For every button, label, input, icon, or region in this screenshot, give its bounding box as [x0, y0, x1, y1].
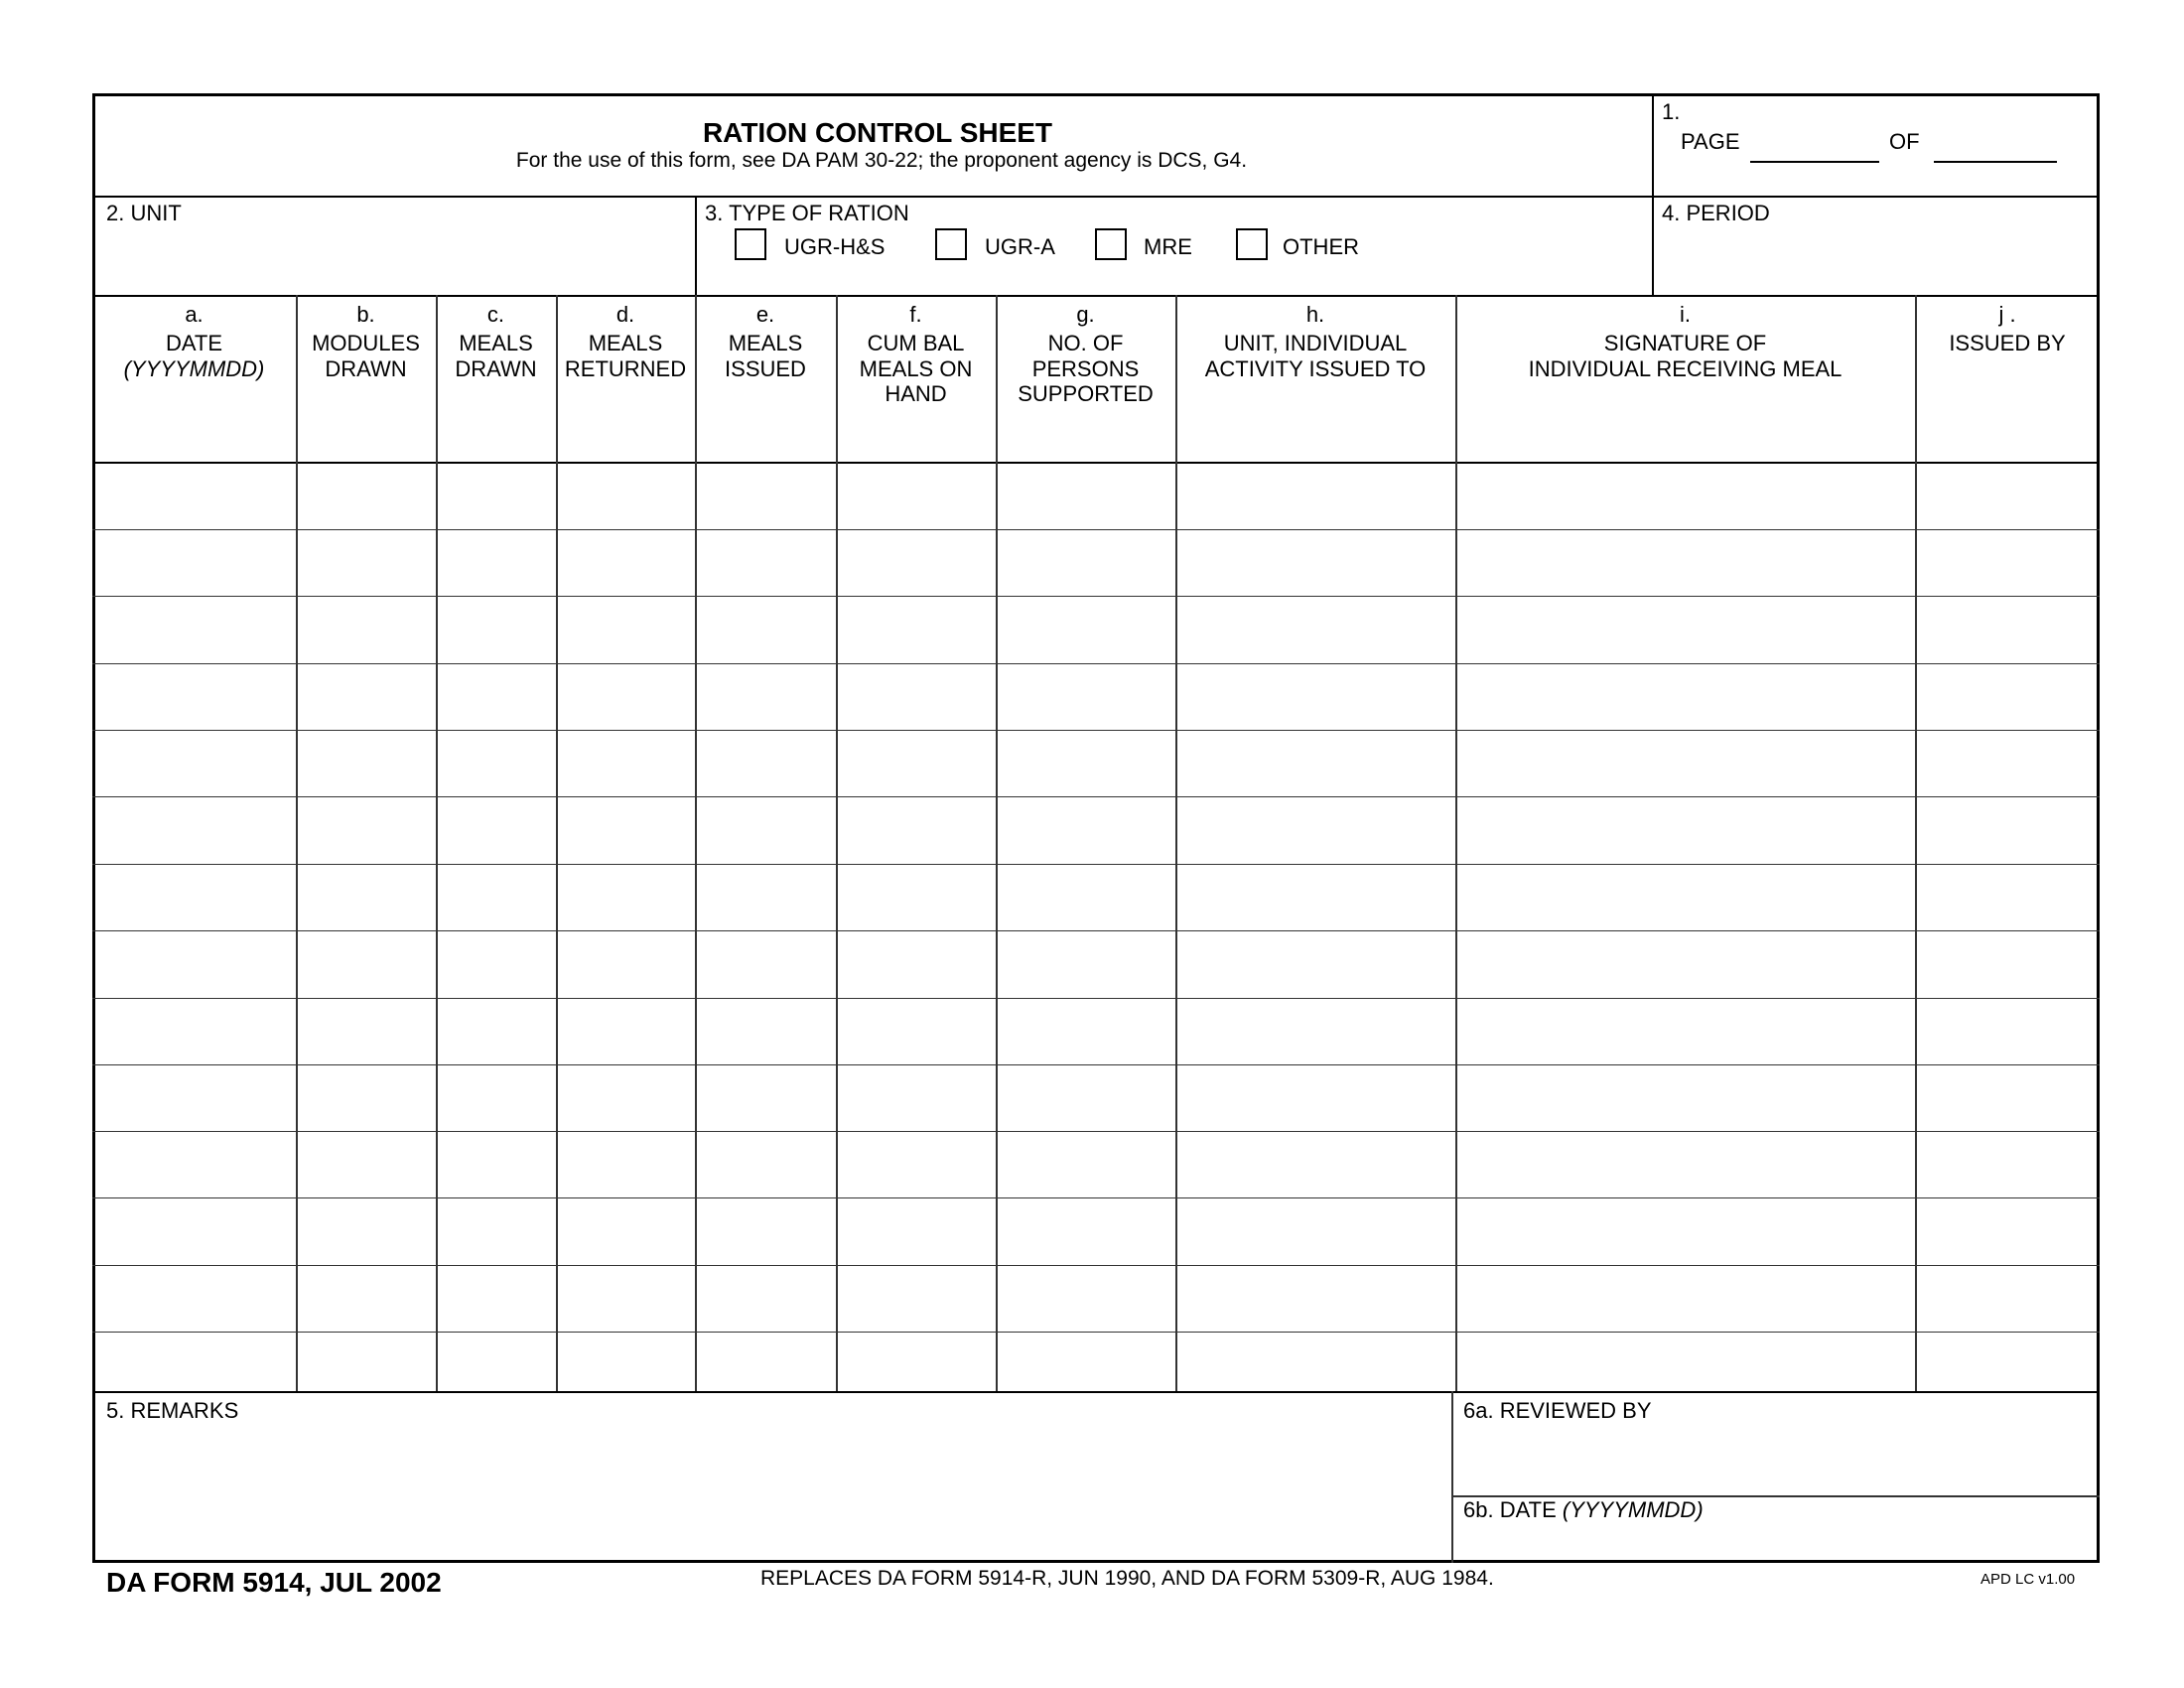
table-cell[interactable] [999, 1067, 1172, 1128]
table-cell[interactable] [698, 933, 833, 995]
table-cell[interactable] [559, 1001, 692, 1061]
table-cell[interactable] [999, 1335, 1172, 1388]
table-cell[interactable] [95, 733, 293, 793]
table-cell[interactable] [439, 867, 553, 927]
table-cell[interactable] [559, 933, 692, 995]
ugr-hs-label: UGR-H&S [784, 234, 886, 259]
table-cell[interactable] [1918, 1335, 2097, 1388]
table-cell[interactable] [1178, 465, 1452, 526]
table-cell[interactable] [999, 666, 1172, 727]
table-cell[interactable] [1918, 1268, 2097, 1329]
mre-label: MRE [1144, 234, 1192, 259]
table-cell[interactable] [1918, 465, 2097, 526]
remarks-field[interactable] [95, 1430, 1447, 1559]
column-letter: f. [909, 302, 922, 327]
table-cell[interactable] [999, 733, 1172, 793]
column-title-line: MEALS [728, 331, 803, 356]
column-title-line: SIGNATURE OF [1603, 331, 1767, 356]
column-title-line: MEALS [459, 331, 533, 356]
table-cell[interactable] [698, 1335, 833, 1388]
table-cell[interactable] [95, 1134, 293, 1195]
review-date-field[interactable] [1455, 1527, 2096, 1559]
column-letter: i. [1680, 302, 1691, 327]
table-cell[interactable] [698, 1200, 833, 1262]
table-cell[interactable] [1918, 666, 2097, 727]
column-letter: d. [615, 302, 635, 327]
table-cell[interactable] [1918, 799, 2097, 861]
table-cell[interactable] [1458, 666, 1912, 727]
table-cell[interactable] [1178, 1200, 1452, 1262]
column-title-line: ISSUED [725, 355, 806, 381]
table-cell[interactable] [299, 867, 433, 927]
table-cell[interactable] [95, 867, 293, 927]
table-cell[interactable] [839, 1067, 993, 1128]
table-cell[interactable] [1458, 799, 1912, 861]
column-header [1205, 302, 1427, 381]
table-cell[interactable] [299, 1200, 433, 1262]
table-cell[interactable] [999, 933, 1172, 995]
table-cell[interactable] [95, 465, 293, 526]
table-cell[interactable] [1458, 532, 1912, 593]
table-cell[interactable] [299, 532, 433, 593]
table-cell[interactable] [439, 1335, 553, 1388]
type-of-ration-label: 3. TYPE OF RATION [705, 201, 909, 225]
unit-type-divider [695, 196, 697, 295]
table-cell[interactable] [999, 1268, 1172, 1329]
table-cell[interactable] [559, 799, 692, 861]
column-line [836, 295, 838, 1391]
table-cell[interactable] [299, 1001, 433, 1061]
column-header [725, 302, 806, 381]
table-cell[interactable] [1458, 933, 1912, 995]
other-label: OTHER [1283, 234, 1359, 259]
table-cell[interactable] [1178, 532, 1452, 593]
table-cell[interactable] [1178, 1001, 1452, 1061]
review-date-text: 6b. DATE [1463, 1497, 1557, 1522]
table-cell[interactable] [1178, 799, 1452, 861]
column-header [1529, 302, 1843, 381]
version-label: APD LC v1.00 [1980, 1571, 2076, 1588]
table-cell[interactable] [559, 867, 692, 927]
column-line [1455, 295, 1457, 1391]
column-title-line: MEALS [588, 331, 663, 356]
table-cell[interactable] [1458, 1001, 1912, 1061]
table-cell[interactable] [1918, 532, 2097, 593]
table-cell[interactable] [839, 1268, 993, 1329]
column-letter: a. [185, 302, 204, 327]
table-cell[interactable] [299, 933, 433, 995]
table-cell[interactable] [839, 933, 993, 995]
row-line [92, 998, 2100, 999]
table-cell[interactable] [439, 599, 553, 660]
row-line [92, 1332, 2100, 1333]
column-header [455, 302, 536, 381]
table-cell[interactable] [1458, 1067, 1912, 1128]
table-cell[interactable] [299, 1335, 433, 1388]
table-cell[interactable] [698, 799, 833, 861]
table-cell[interactable] [698, 733, 833, 793]
table-cell[interactable] [439, 465, 553, 526]
table-cell[interactable] [1918, 1001, 2097, 1061]
table-cell[interactable] [559, 666, 692, 727]
row-line [92, 596, 2100, 597]
table-cell[interactable] [1918, 599, 2097, 660]
row-line [92, 1197, 2100, 1198]
row-line [92, 864, 2100, 865]
table-cell[interactable] [839, 599, 993, 660]
column-header [124, 302, 265, 381]
table-cell[interactable] [839, 1200, 993, 1262]
column-title-line: MEALS ON [859, 355, 973, 381]
table-cell[interactable] [559, 1335, 692, 1388]
ugr-a-label: UGR-A [985, 234, 1055, 259]
column-header [1018, 302, 1154, 406]
table-cell[interactable] [95, 933, 293, 995]
table-cell[interactable] [1178, 1134, 1452, 1195]
form-id: DA FORM 5914, JUL 2002 [106, 1567, 442, 1598]
column-letter: e. [755, 302, 775, 327]
table-cell[interactable] [1918, 867, 2097, 927]
column-title-line: ACTIVITY ISSUED TO [1204, 355, 1427, 381]
table-cell[interactable] [439, 1067, 553, 1128]
table-cell[interactable] [999, 1200, 1172, 1262]
table-cell[interactable] [299, 1268, 433, 1329]
table-cell[interactable] [1178, 733, 1452, 793]
column-line [556, 295, 558, 1391]
table-cell[interactable] [559, 1268, 692, 1329]
table-cell[interactable] [1458, 733, 1912, 793]
table-cell[interactable] [559, 1200, 692, 1262]
table-cell[interactable] [95, 599, 293, 660]
table-cell[interactable] [95, 666, 293, 727]
table-cell[interactable] [999, 1134, 1172, 1195]
review-date-label [1463, 1497, 1704, 1522]
table-cell[interactable] [999, 799, 1172, 861]
table-cell[interactable] [1918, 1134, 2097, 1195]
table-cell[interactable] [95, 1335, 293, 1388]
remarks-label: 5. REMARKS [106, 1398, 239, 1423]
table-cell[interactable] [1178, 599, 1452, 660]
table-cell[interactable] [95, 1200, 293, 1262]
table-cell[interactable] [439, 933, 553, 995]
column-header [312, 302, 420, 381]
column-letter: g. [1076, 302, 1095, 327]
table-cell[interactable] [439, 733, 553, 793]
table-cell[interactable] [299, 1134, 433, 1195]
table-cell[interactable] [95, 1268, 293, 1329]
reviewed-by-label: 6a. REVIEWED BY [1463, 1398, 1652, 1423]
table-cell[interactable] [439, 666, 553, 727]
table-cell[interactable] [839, 532, 993, 593]
row-line [92, 529, 2100, 530]
replaces-note: REPLACES DA FORM 5914-R, JUN 1990, AND DA FORM 5309-R, AUG 1984. [760, 1567, 1494, 1590]
column-letter: h. [1305, 302, 1325, 327]
table-cell[interactable] [1458, 867, 1912, 927]
row-line [92, 663, 2100, 664]
table-cell[interactable] [559, 1134, 692, 1195]
table-cell[interactable] [439, 532, 553, 593]
ugr-a-checkbox[interactable] [935, 228, 967, 260]
column-line [695, 295, 697, 1391]
table-cell[interactable] [1178, 867, 1452, 927]
table-cell[interactable] [839, 1134, 993, 1195]
reviewed-by-field[interactable] [1455, 1430, 2096, 1493]
column-title-line: NO. OF [1047, 331, 1124, 356]
column-header [1949, 302, 2065, 356]
table-cell[interactable] [839, 465, 993, 526]
table-cell[interactable] [1458, 465, 1912, 526]
table-cell[interactable] [698, 867, 833, 927]
table-cell[interactable] [839, 666, 993, 727]
column-title-line: INDIVIDUAL RECEIVING MEAL [1528, 355, 1843, 381]
table-cell[interactable] [999, 532, 1172, 593]
column-header [565, 302, 686, 381]
column-line [296, 295, 298, 1391]
table-cell[interactable] [698, 599, 833, 660]
column-title-line: MODULES [312, 331, 420, 356]
table-cell[interactable] [439, 1268, 553, 1329]
table-cell[interactable] [559, 733, 692, 793]
table-cell[interactable] [1458, 1200, 1912, 1262]
page-field-number: 1. [1662, 99, 1681, 124]
table-cell[interactable] [698, 1134, 833, 1195]
table-cell[interactable] [439, 1200, 553, 1262]
table-cell[interactable] [999, 599, 1172, 660]
column-line [1915, 295, 1917, 1391]
table-cell[interactable] [698, 532, 833, 593]
table-cell[interactable] [839, 867, 993, 927]
table-cell[interactable] [1918, 1200, 2097, 1262]
table-cell[interactable] [559, 1067, 692, 1128]
column-header-divider [92, 462, 2100, 464]
table-cell[interactable] [698, 1001, 833, 1061]
table-cell[interactable] [1458, 1134, 1912, 1195]
column-title-line: PERSONS [1031, 355, 1140, 381]
column-title-line: HAND [885, 380, 947, 406]
table-cell[interactable] [698, 465, 833, 526]
column-title-line: DATE [165, 331, 223, 356]
page-number-field[interactable] [1750, 161, 1879, 163]
table-cell[interactable] [1178, 1268, 1452, 1329]
column-line [1175, 295, 1177, 1391]
table-cell[interactable] [698, 1268, 833, 1329]
table-cell[interactable] [999, 465, 1172, 526]
row-line [92, 1265, 2100, 1266]
table-bottom-divider [92, 1391, 2100, 1393]
table-cell[interactable] [999, 867, 1172, 927]
table-cell[interactable] [439, 1001, 553, 1061]
table-cell[interactable] [95, 532, 293, 593]
page-label: PAGE [1681, 129, 1740, 154]
column-title-line: ISSUED BY [1949, 331, 2066, 356]
table-cell[interactable] [299, 599, 433, 660]
table-cell[interactable] [839, 1335, 993, 1388]
form-title: RATION CONTROL SHEET [702, 117, 1053, 148]
row-line [92, 796, 2100, 797]
column-title-line: RETURNED [564, 355, 687, 381]
table-cell[interactable] [299, 1067, 433, 1128]
column-title-line: UNIT, INDIVIDUAL [1223, 331, 1408, 356]
unit-field[interactable] [95, 230, 691, 292]
table-cell[interactable] [1178, 933, 1452, 995]
period-field[interactable] [1656, 230, 2093, 292]
row-line [92, 1131, 2100, 1132]
table-cell[interactable] [299, 733, 433, 793]
column-title-line: DRAWN [325, 355, 407, 381]
column-line [436, 295, 438, 1391]
table-cell[interactable] [698, 1067, 833, 1128]
table-cell[interactable] [1918, 933, 2097, 995]
column-header [860, 302, 973, 406]
page-total-field[interactable] [1934, 161, 2057, 163]
period-label: 4. PERIOD [1662, 201, 1770, 225]
table-cell[interactable] [1918, 1067, 2097, 1128]
table-cell[interactable] [95, 799, 293, 861]
table-cell[interactable] [95, 1067, 293, 1128]
table-cell[interactable] [299, 666, 433, 727]
header-divider [92, 196, 2100, 198]
table-cell[interactable] [839, 1001, 993, 1061]
table-cell[interactable] [1178, 1067, 1452, 1128]
table-cell[interactable] [839, 733, 993, 793]
row-line [92, 930, 2100, 931]
table-cell[interactable] [1178, 666, 1452, 727]
table-cell[interactable] [439, 1134, 553, 1195]
table-cell[interactable] [439, 799, 553, 861]
review-date-format: (YYYYMMDD) [1562, 1497, 1704, 1522]
table-cell[interactable] [299, 465, 433, 526]
table-cell[interactable] [559, 465, 692, 526]
table-cell[interactable] [95, 1001, 293, 1061]
table-cell[interactable] [999, 1001, 1172, 1061]
mre-checkbox[interactable] [1095, 228, 1127, 260]
unit-row-divider [92, 295, 2100, 297]
table-cell[interactable] [1918, 733, 2097, 793]
row-line [92, 1064, 2100, 1065]
unit-label: 2. UNIT [106, 201, 182, 225]
remarks-divider [1451, 1391, 1453, 1563]
form-subtitle: For the use of this form, see DA PAM 30-22; the proponent agency is DCS, G4. [515, 149, 1248, 172]
table-cell[interactable] [1458, 1335, 1912, 1388]
table-cell[interactable] [1178, 1335, 1452, 1388]
row-line [92, 730, 2100, 731]
table-cell[interactable] [559, 532, 692, 593]
table-cell[interactable] [1458, 599, 1912, 660]
other-checkbox[interactable] [1236, 228, 1268, 260]
column-letter: c. [486, 302, 505, 327]
of-label: OF [1889, 129, 1920, 154]
column-letter: b. [356, 302, 375, 327]
table-cell[interactable] [1458, 1268, 1912, 1329]
table-cell[interactable] [559, 599, 692, 660]
table-cell[interactable] [839, 799, 993, 861]
column-format-hint: (YYYYMMDD) [123, 355, 265, 381]
table-cell[interactable] [299, 799, 433, 861]
ugr-hs-checkbox[interactable] [735, 228, 766, 260]
column-line [996, 295, 998, 1391]
column-letter: j . [1998, 302, 2016, 327]
column-title-line: SUPPORTED [1018, 380, 1154, 406]
column-title-line: DRAWN [455, 355, 537, 381]
page-box-divider [1652, 93, 1654, 296]
table-cell[interactable] [698, 666, 833, 727]
column-title-line: CUM BAL [867, 331, 965, 356]
